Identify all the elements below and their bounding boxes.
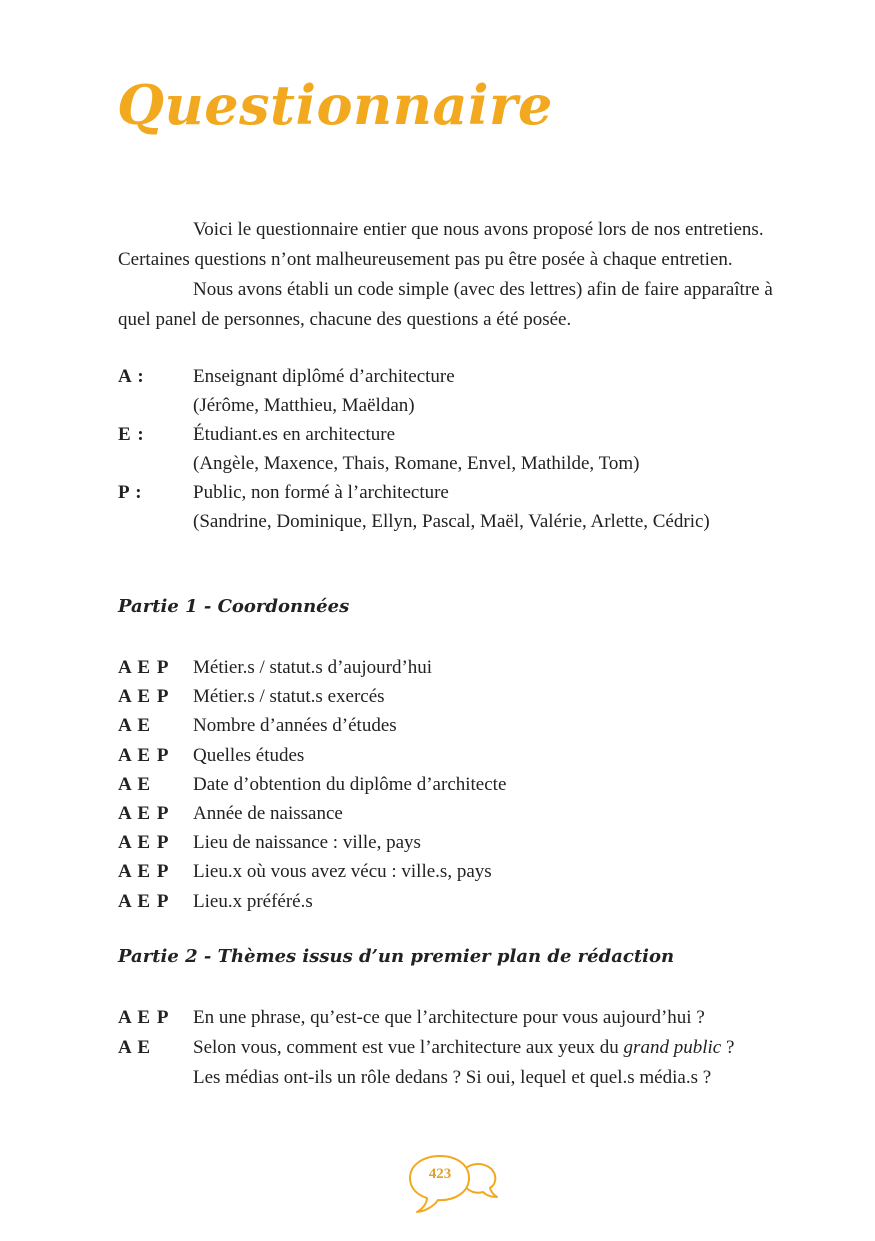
italic-term: grand public bbox=[623, 1037, 722, 1058]
question-code: A E P bbox=[118, 861, 170, 882]
question-text: Année de naissance bbox=[193, 803, 343, 824]
question-text: Lieu de naissance : ville, pays bbox=[193, 832, 421, 853]
question-code: A E P bbox=[118, 891, 170, 912]
intro-paragraph-1: Voici le questionnaire entier que nous avons proposé lors de nos entretiens. Certaines questions n’ont malheureusement pas pu être posée à chaque entretien. bbox=[118, 219, 764, 270]
question-text: Métier.s / statut.s exercés bbox=[193, 686, 385, 707]
legend-label: Public, non formé à l’architecture bbox=[193, 482, 449, 503]
question-text: Quelles études bbox=[193, 745, 305, 766]
intro-paragraph-2: Nous avons établi un code simple (avec des lettres) afin de faire apparaître à quel panel de personnes, chacune des questions a été posée. bbox=[118, 279, 773, 330]
question-code: A E bbox=[118, 1037, 152, 1058]
question-text: Date d’obtention du diplôme d’architecte bbox=[193, 774, 507, 795]
legend-code: P : bbox=[118, 482, 143, 503]
question-text: Selon vous, comment est vue l’architecture aux yeux du grand public ? bbox=[193, 1037, 735, 1058]
question-code: A E P bbox=[118, 1007, 170, 1028]
question-code: A E bbox=[118, 774, 152, 795]
question-text: En une phrase, qu’est-ce que l’architecture pour vous aujourd’hui ? bbox=[193, 1007, 705, 1028]
question-text: Lieu.x où vous avez vécu : ville.s, pays bbox=[193, 861, 492, 882]
question-code: A E P bbox=[118, 686, 170, 707]
question-code: A E P bbox=[118, 832, 170, 853]
section-title-part-2: Partie 2 - Thèmes issus d’un premier plan de rédaction bbox=[118, 946, 675, 967]
section-title-part-1: Partie 1 - Coordonnées bbox=[118, 596, 350, 617]
question-text: Les médias ont-ils un rôle dedans ? Si oui, lequel et quel.s média.s ? bbox=[193, 1067, 712, 1088]
legend-names: (Angèle, Maxence, Thais, Romane, Envel, Mathilde, Tom) bbox=[193, 453, 640, 474]
page-number-badge bbox=[405, 1150, 501, 1216]
question-code: A E P bbox=[118, 657, 170, 678]
question-text: Métier.s / statut.s d’aujourd’hui bbox=[193, 657, 433, 678]
page-title: Questionnaire bbox=[117, 73, 553, 137]
legend-code: A : bbox=[118, 366, 145, 387]
legend-label: Étudiant.es en architecture bbox=[193, 424, 396, 445]
question-code: A E P bbox=[118, 745, 170, 766]
speech-bubbles-icon bbox=[405, 1150, 501, 1216]
question-code: A E bbox=[118, 715, 152, 736]
page-number: 423 bbox=[428, 1166, 452, 1182]
legend-code: E : bbox=[118, 424, 145, 445]
legend-names: (Sandrine, Dominique, Ellyn, Pascal, Maël, Valérie, Arlette, Cédric) bbox=[193, 511, 710, 532]
legend-names: (Jérôme, Matthieu, Maëldan) bbox=[193, 395, 415, 416]
question-text: Lieu.x préféré.s bbox=[193, 891, 313, 912]
legend-label: Enseignant diplômé d’architecture bbox=[193, 366, 455, 387]
question-text: Nombre d’années d’études bbox=[193, 715, 397, 736]
question-code: A E P bbox=[118, 803, 170, 824]
